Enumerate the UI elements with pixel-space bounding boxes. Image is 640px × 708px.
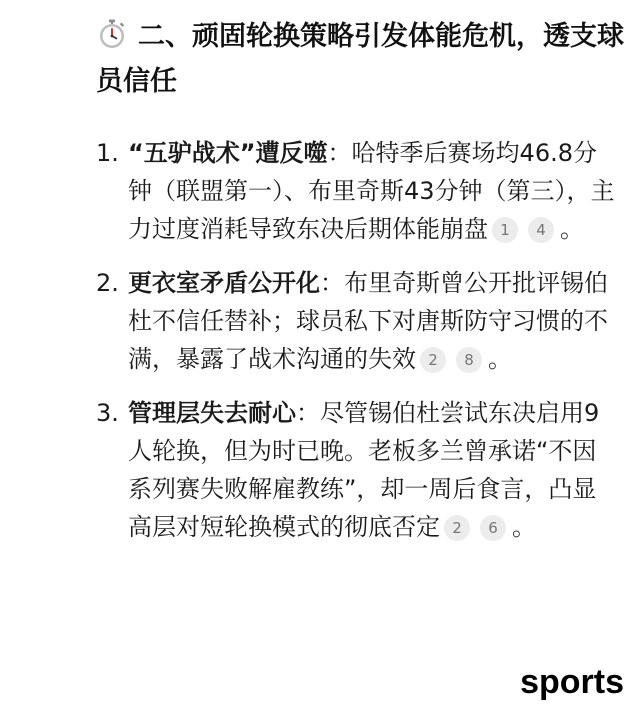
item-lead: “五驴战术”遭反噬 xyxy=(128,139,328,167)
list-item xyxy=(96,134,616,248)
item-end: 。 xyxy=(488,345,512,373)
section-heading xyxy=(96,14,626,104)
item-lead: 更衣室矛盾公开化 xyxy=(128,269,320,297)
item-number: 1. xyxy=(96,139,119,167)
item-number: 2. xyxy=(96,269,119,297)
list-item xyxy=(96,264,616,378)
item-body: ：布里奇斯曾公开批评锡伯杜不信任替补；球员私下对唐斯防守习惯的不满，暴露了战术沟通的失效 xyxy=(128,269,608,373)
list-item xyxy=(96,394,616,546)
item-body: ：哈特季后赛场均46.8分钟（联盟第一）、布里奇斯43分钟（第三），主力过度消耗导致东决后期体能崩盘 xyxy=(128,139,615,243)
stopwatch-icon xyxy=(96,18,128,50)
citation-badge[interactable]: 8 xyxy=(456,347,482,373)
item-number: 3. xyxy=(96,399,119,427)
citation-badge[interactable]: 4 xyxy=(528,217,554,243)
section-heading-text: 二、顽固轮换策略引发体能危机，透支球员信任 xyxy=(96,21,624,97)
item-body: ：尽管锡伯杜尝试东决启用9人轮换，但为时已晚。老板多兰曾承诺“不因系列赛失败解雇教练”，却一周后食言，凸显高层对短轮换模式的彻底否定 xyxy=(128,399,600,541)
citation-badge[interactable]: 6 xyxy=(480,515,506,541)
item-end: 。 xyxy=(560,215,584,243)
item-end: 。 xyxy=(512,513,536,541)
item-lead: 管理层失去耐心 xyxy=(128,399,296,427)
sports-watermark: sports xyxy=(520,663,624,701)
numbered-list xyxy=(96,134,616,562)
citation-badge[interactable]: 2 xyxy=(444,515,470,541)
citation-badge[interactable]: 2 xyxy=(420,347,446,373)
citation-badge[interactable]: 1 xyxy=(492,217,518,243)
